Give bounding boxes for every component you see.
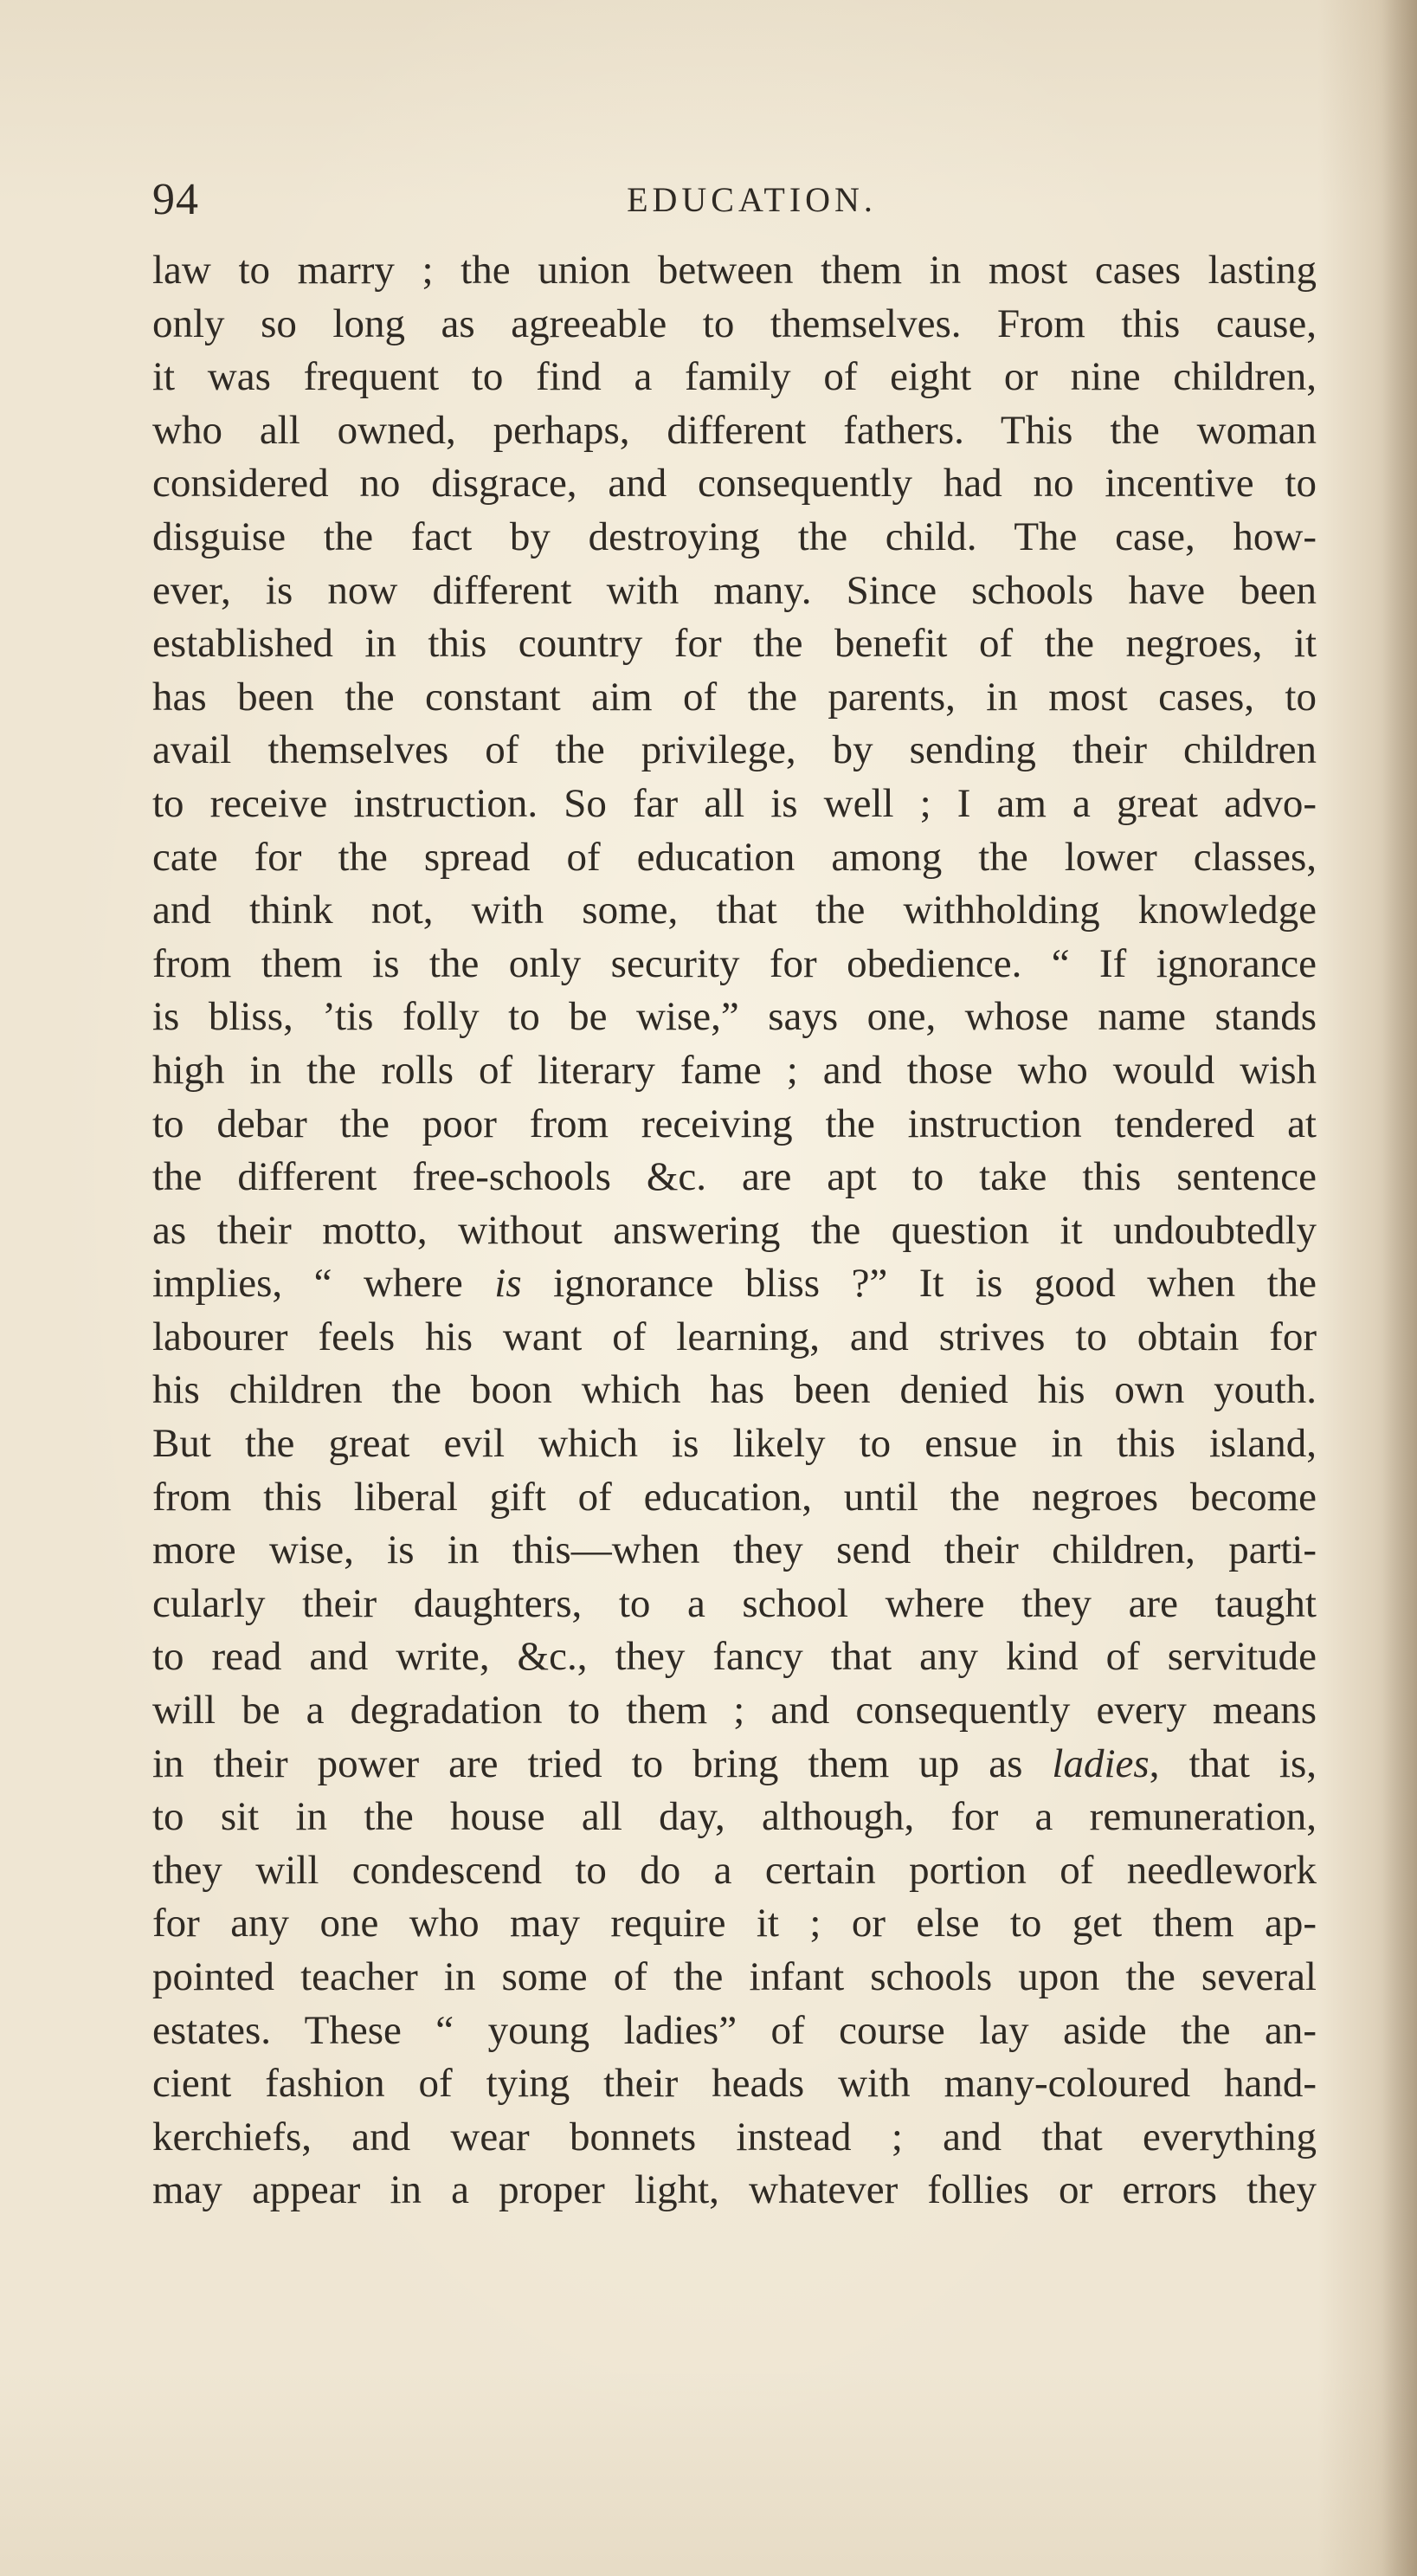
text-line: is bliss, ’tis folly to be wise,” says one, whose name stands xyxy=(152,994,1317,1040)
text-line: they will condescend to do a certain portion of needlework xyxy=(152,1847,1317,1893)
text-run: ignorance bliss ?” It is good when the xyxy=(521,1261,1317,1307)
italic-text: is xyxy=(494,1261,522,1307)
text-run: , that is, xyxy=(1149,1740,1317,1786)
text-line: pointed teacher in some of the infant schools upon the several xyxy=(152,1954,1317,1999)
text-line: avail themselves of the privilege, by sending their children xyxy=(152,727,1317,773)
text-line: from this liberal gift of education, until the negroes become xyxy=(152,1474,1317,1520)
text-line: But the great evil which is likely to ensue in this island, xyxy=(152,1421,1317,1467)
page-header xyxy=(152,170,1317,230)
text-line: kerchiefs, and wear bonnets instead ; and that everything xyxy=(152,2114,1317,2160)
text-line: ever, is now different with many. Since schools have been xyxy=(152,567,1317,613)
text-line: labourer feels his want of learning, and strives to obtain for xyxy=(152,1314,1317,1359)
text-line: it was frequent to find a family of eight or nine children, xyxy=(152,354,1317,400)
text-line: to read and write, &c., they fancy that any kind of servitude xyxy=(152,1634,1317,1680)
text-line: has been the constant aim of the parents, in most cases, to xyxy=(152,674,1317,720)
text-line: his children the boon which has been denied his own youth. xyxy=(152,1367,1317,1413)
text-line: for any one who may require it ; or else to get them ap- xyxy=(152,1901,1317,1947)
body-text xyxy=(152,244,1317,2218)
text-line: as their motto, without answering the question it undoubtedly xyxy=(152,1207,1317,1253)
text-line: and think not, with some, that the withholding knowledge xyxy=(152,888,1317,933)
text-line: law to marry ; the union between them in most cases lasting xyxy=(152,248,1317,293)
text-line: disguise the fact by destroying the child. The case, how- xyxy=(152,513,1317,559)
text-line: may appear in a proper light, whatever follies or errors they xyxy=(152,2167,1317,2213)
text-line: considered no disgrace, and consequently had no incentive to xyxy=(152,461,1317,507)
page-number: 94 xyxy=(152,175,199,224)
text-line: to receive instruction. So far all is well ; I am a great advo- xyxy=(152,780,1317,826)
text-line: from them is the only security for obedience. “ If ignorance xyxy=(152,940,1317,986)
text-line: cularly their daughters, to a school where they are taught xyxy=(152,1580,1317,1626)
text-line: to sit in the house all day, although, for a remuneration, xyxy=(152,1794,1317,1840)
running-head: EDUCATION. xyxy=(627,180,877,219)
text-line xyxy=(152,1738,1317,1792)
text-line: cient fashion of tying their heads with many-coloured hand- xyxy=(152,2061,1317,2107)
text-line: estates. These “ young ladies” of course lay aside the an- xyxy=(152,2007,1317,2053)
italic-text: ladies xyxy=(1052,1740,1150,1786)
text-run: in their power are tried to bring them up as xyxy=(152,1740,1053,1786)
text-line: the different free-schools &c. are apt to take this sentence xyxy=(152,1154,1317,1200)
text-run: implies, “ where xyxy=(152,1261,495,1307)
text-line: only so long as agreeable to themselves. From this cause, xyxy=(152,300,1317,346)
text-line: cate for the spread of education among the lower classes, xyxy=(152,834,1317,880)
page-edge-shadow xyxy=(1382,0,1417,2576)
text-line: who all owned, perhaps, different fathers. This the woman xyxy=(152,407,1317,453)
text-line: will be a degradation to them ; and consequently every means xyxy=(152,1688,1317,1733)
text-line: to debar the poor from receiving the instruction tendered at xyxy=(152,1101,1317,1146)
text-line: established in this country for the benefit of the negroes, it xyxy=(152,621,1317,667)
text-line: high in the rolls of literary fame ; and those who would wish xyxy=(152,1047,1317,1093)
text-line xyxy=(152,1257,1317,1311)
text-line: more wise, is in this—when they send their children, parti- xyxy=(152,1527,1317,1573)
